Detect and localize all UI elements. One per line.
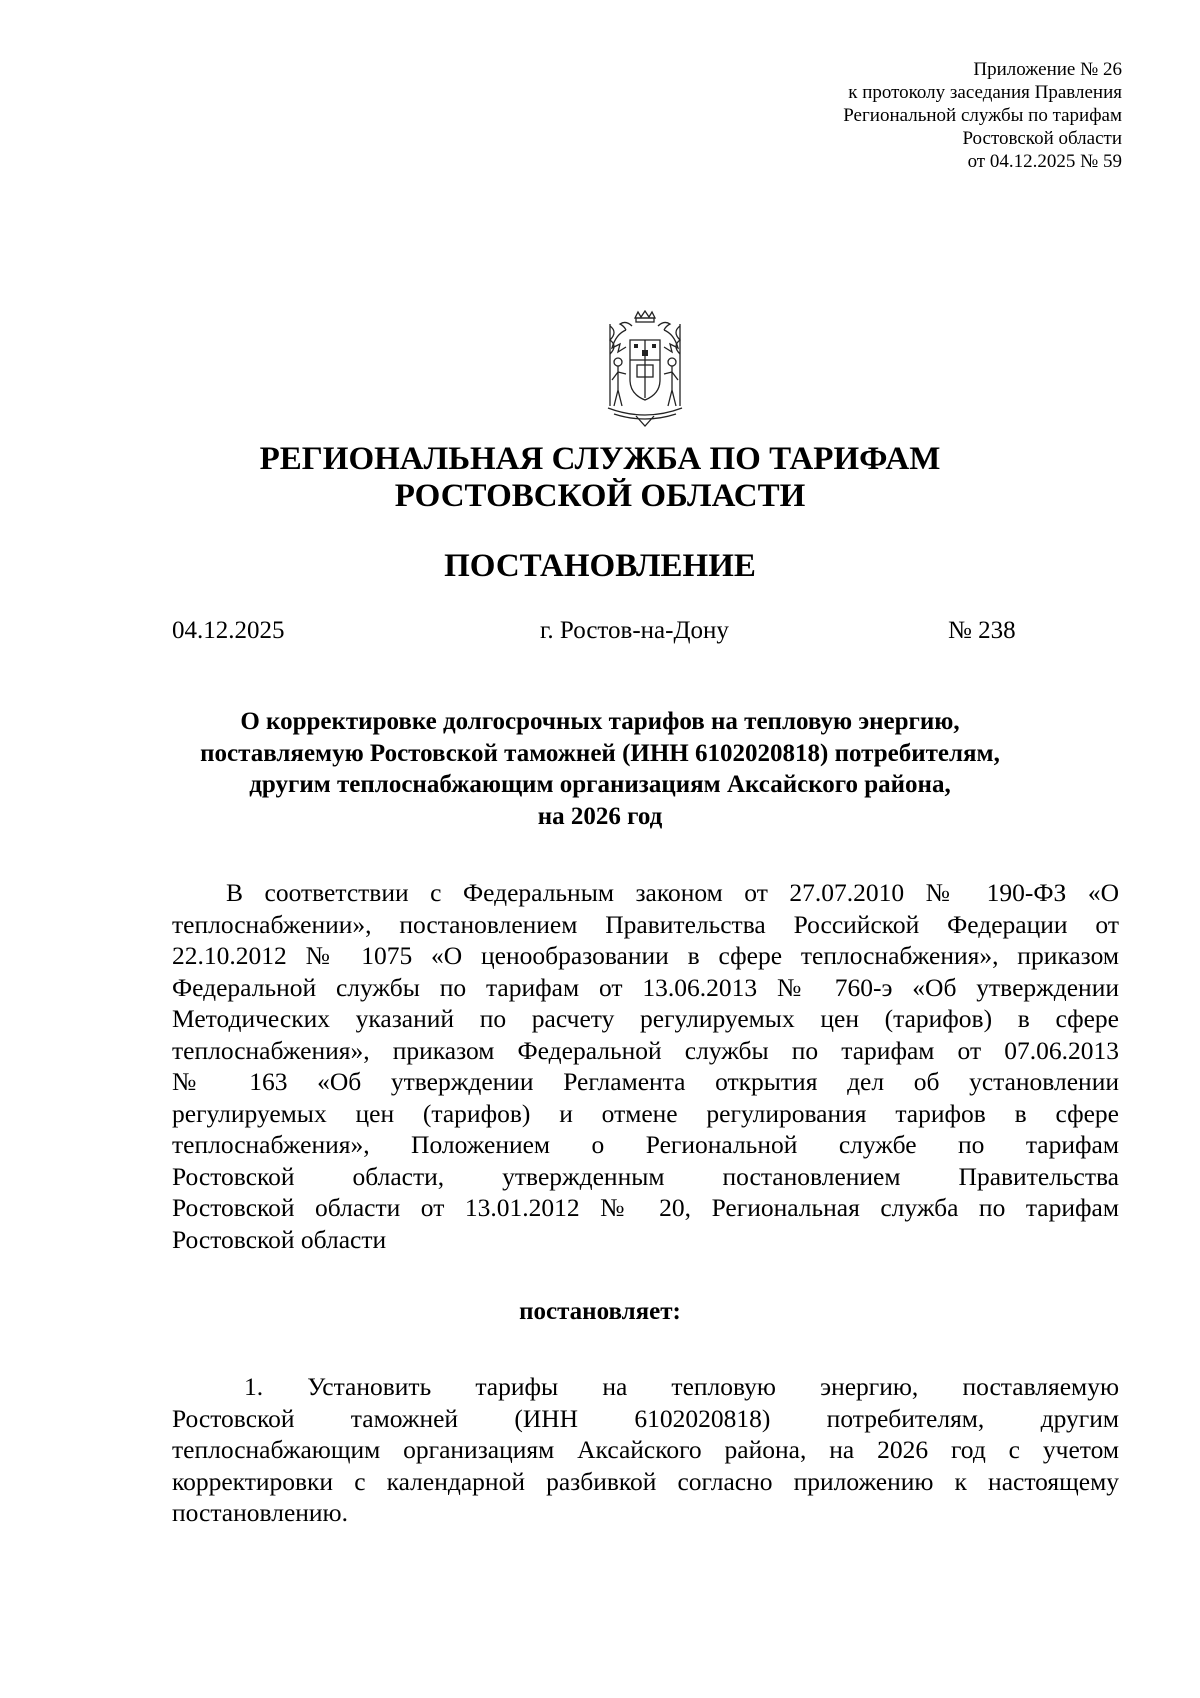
preamble-line: теплоснабжения», Положением о Региональной службе по тарифам — [172, 1130, 1119, 1159]
appendix-line: к протоколу заседания Правления — [848, 82, 1122, 103]
clause-line: Ростовской таможней (ИНН 6102020818) потребителям, другим — [172, 1403, 1119, 1433]
clause-line: корректировки с календарной разбивкой согласно приложению к настоящему — [172, 1466, 1119, 1496]
title-line: на 2026 год — [537, 802, 663, 830]
preamble-line: № 163 «Об утверждении Регламента открытия дел об установлении — [172, 1067, 1119, 1096]
preamble-line: теплоснабжении», постановлением Правительства Российской Федерации от — [172, 909, 1119, 939]
resolves-heading: постановляет: — [519, 1298, 681, 1325]
appendix-line: от 04.12.2025 № 59 — [967, 151, 1122, 172]
coat-of-arms-icon — [596, 310, 694, 428]
document-date: 04.12.2025 — [172, 617, 285, 644]
preamble-line: Методических указаний по расчету регулируемых цен (тарифов) в сфере — [172, 1004, 1119, 1033]
document-title — [150, 706, 1050, 832]
appendix-note — [642, 58, 1122, 173]
clause-line: 1. Установить тарифы на тепловую энергию, поставляемую — [244, 1372, 1119, 1401]
appendix-line: Ростовской области — [962, 128, 1122, 149]
clause-line: постановлению. — [172, 1498, 348, 1527]
title-line: поставляемую Ростовской таможней (ИНН 6102020818) потребителям, — [200, 739, 1000, 767]
appendix-line: Приложение № 26 — [973, 59, 1122, 80]
clause-1-paragraph — [172, 1371, 1119, 1529]
preamble-line: Ростовской области от 13.01.2012 № 20, Региональная служба по тарифам — [172, 1193, 1119, 1222]
organization-name-line2: РОСТОВСКОЙ ОБЛАСТИ — [394, 478, 806, 514]
preamble-line: Ростовской области, утвержденным постановлением Правительства — [172, 1161, 1119, 1191]
preamble-line: В соответствии с Федеральным законом от 27.07.2010 № 190-ФЗ «О — [226, 878, 1119, 907]
document-type: ПОСТАНОВЛЕНИЕ — [444, 548, 756, 584]
preamble-line: теплоснабжения», приказом Федеральной службы по тарифам от 07.06.2013 — [172, 1035, 1119, 1065]
appendix-line: Региональной службы по тарифам — [843, 105, 1122, 126]
clause-line: теплоснабжающим организациям Аксайского района, на 2026 год с учетом — [172, 1435, 1119, 1464]
title-line: другим теплоснабжающим организациям Аксайского района, — [249, 771, 951, 798]
organization-name-line1: РЕГИОНАЛЬНАЯ СЛУЖБА ПО ТАРИФАМ — [259, 441, 941, 477]
title-line: О корректировке долгосрочных тарифов на тепловую энергию, — [240, 708, 960, 735]
preamble-line: регулируемых цен (тарифов) и отмене регулирования тарифов в сфере — [172, 1098, 1119, 1128]
document-city: г. Ростов-на-Дону — [540, 617, 729, 644]
preamble-line: 22.10.2012 № 1075 «О ценообразовании в сфере теплоснабжения», приказом — [172, 941, 1119, 970]
preamble-line: Федеральной службы по тарифам от 13.06.2013 № 760-э «Об утверждении — [172, 972, 1119, 1002]
preamble-paragraph — [172, 877, 1119, 1255]
preamble-line: Ростовской области — [172, 1224, 387, 1254]
document-number: № 238 — [948, 617, 1016, 644]
